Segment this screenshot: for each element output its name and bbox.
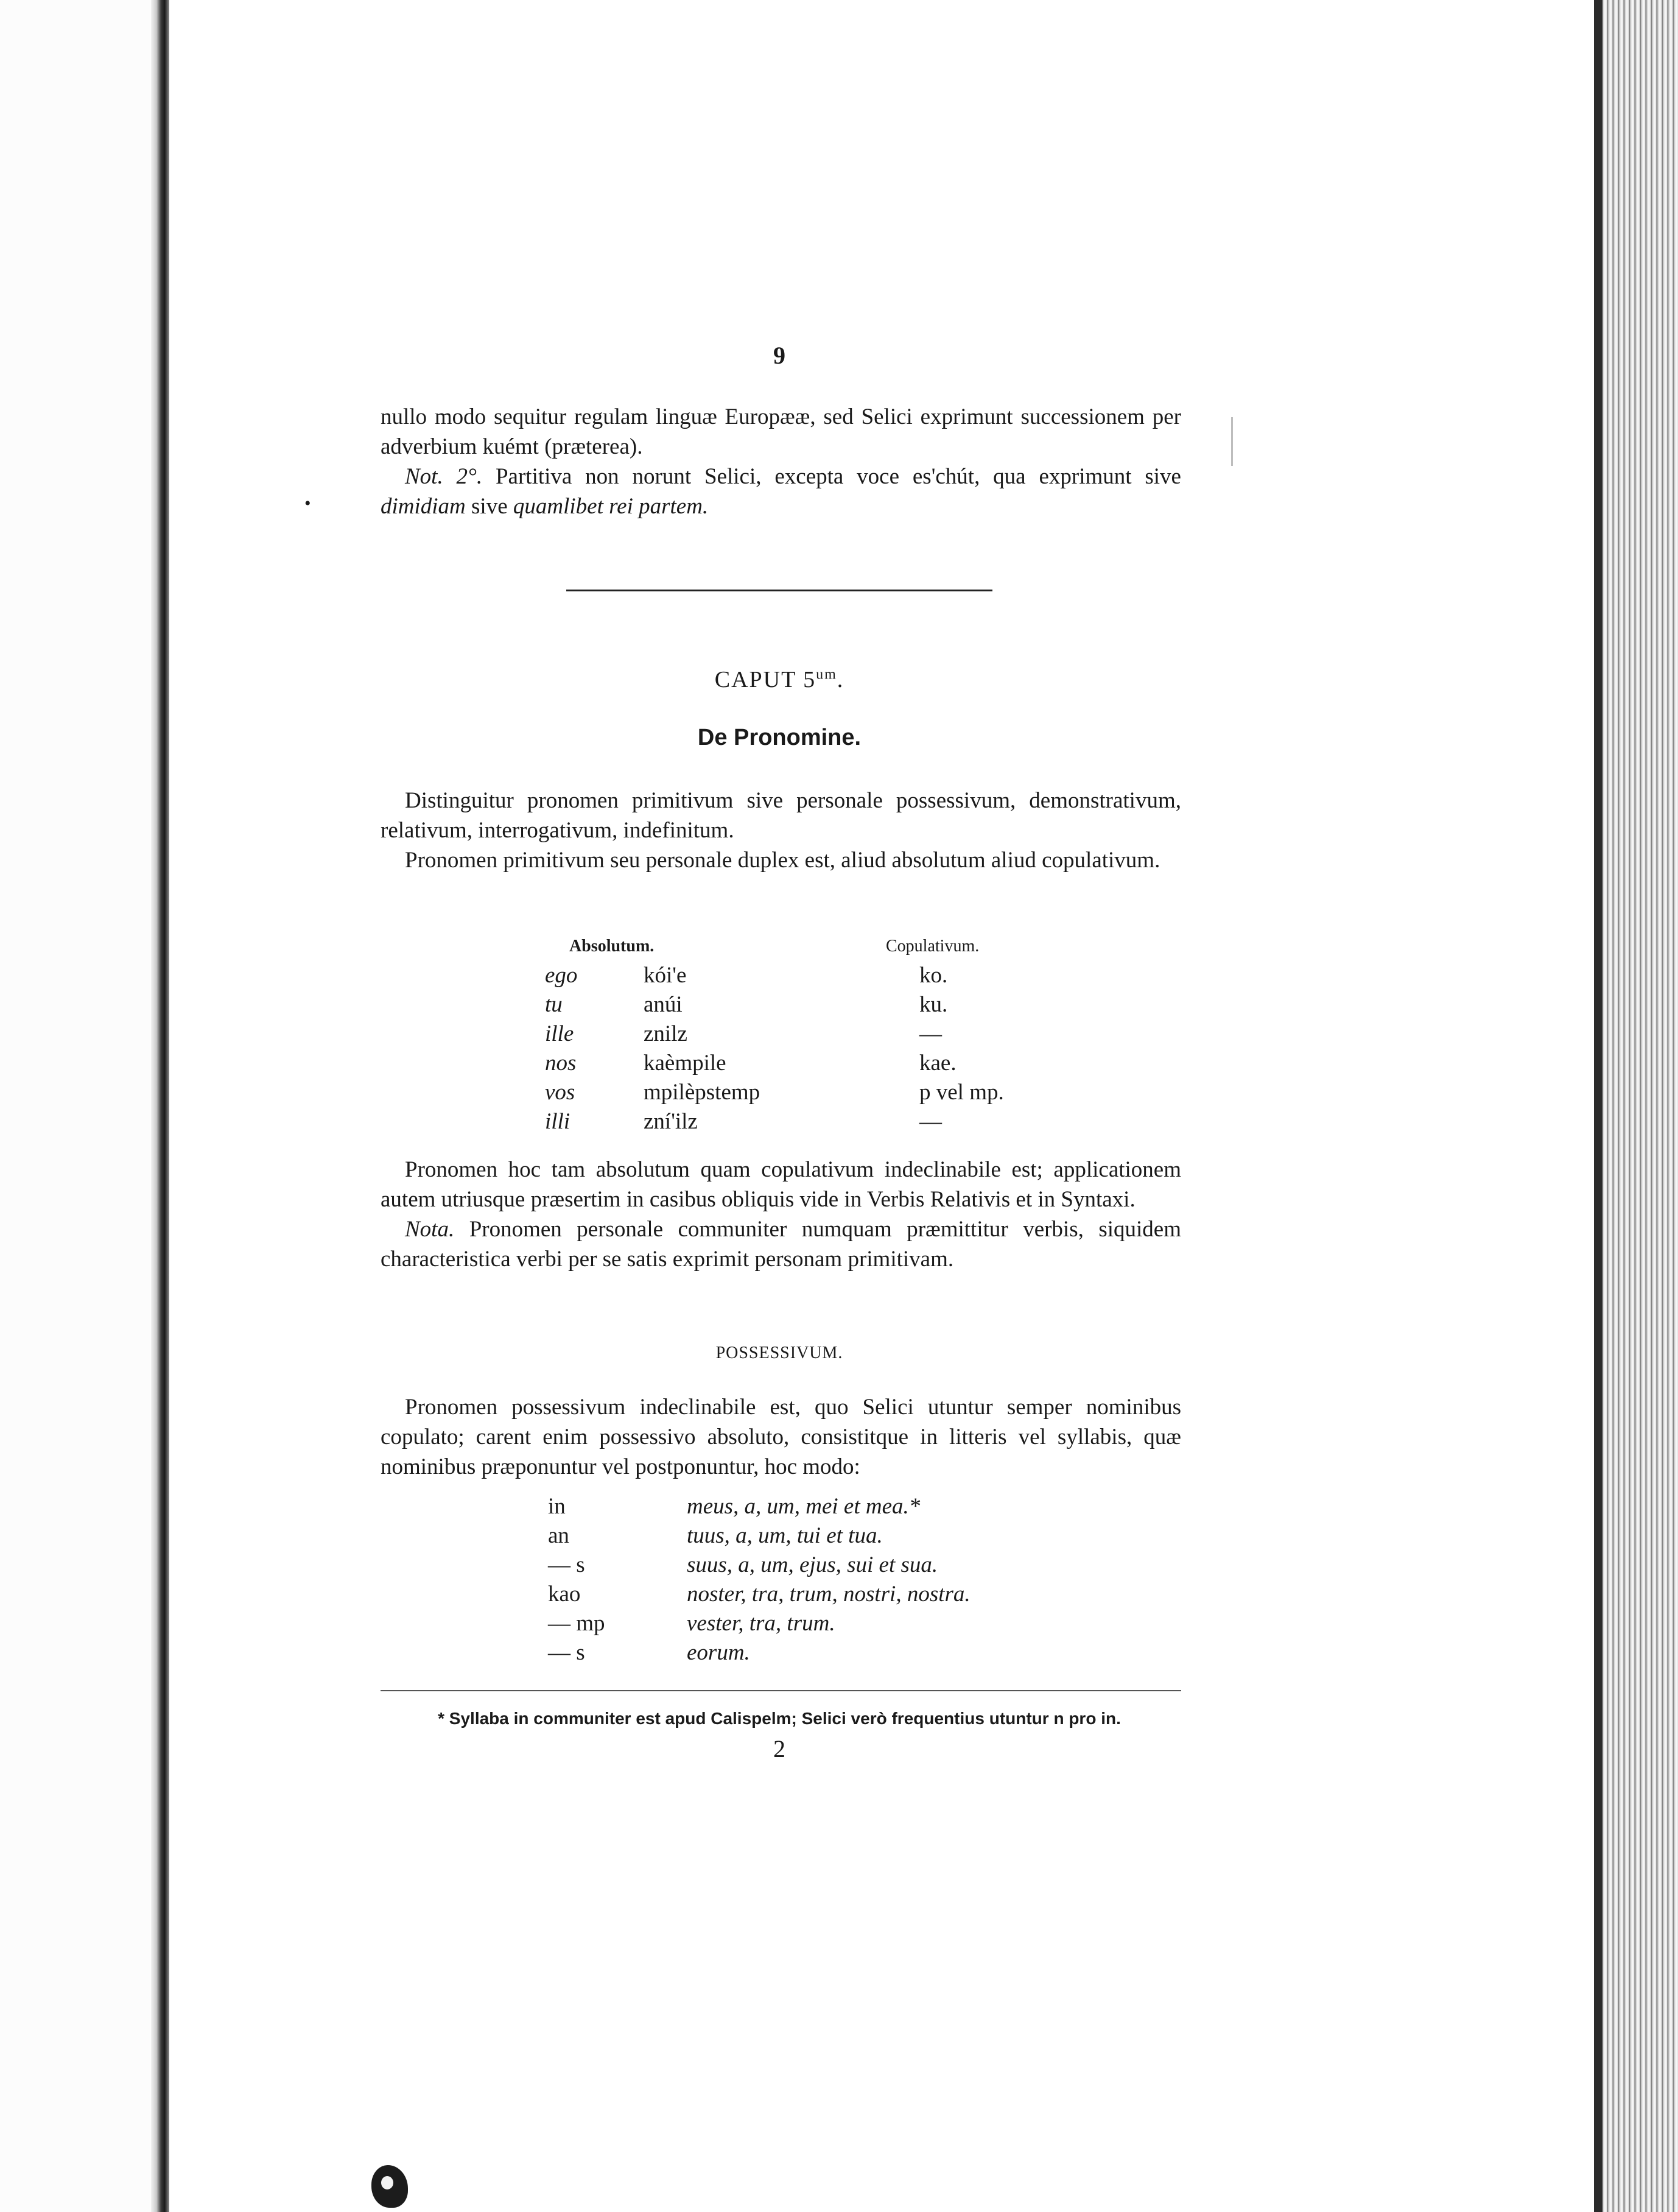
header-absolute: Absolutum. — [569, 937, 655, 956]
ink-blot-mark — [371, 2165, 408, 2208]
intro-paragraph-2: Pronomen primitivum seu personale duplex est, aliud absolutum aliud copulativum. — [405, 848, 1160, 873]
opening-line: nullo modo sequitur regulam linguæ Europææ, sed Selici exprimunt successionem per adverbium kuémt (præterea). — [381, 404, 1181, 459]
nota-label: Nota. — [405, 1217, 455, 1242]
meaning: vester, tra, trum. — [687, 1611, 835, 1636]
meaning: suus, a, um, ejus, sui et sua. — [687, 1552, 938, 1577]
absolute-form: znilz — [644, 1021, 687, 1046]
opening-paragraph — [381, 402, 1181, 521]
scan-margin-left — [0, 0, 151, 2212]
affix: an — [548, 1523, 569, 1548]
latin-pronoun: ego — [545, 963, 578, 988]
nota-text: Pronomen personale communiter numquam præmittitur verbis, siquidem characteristica verbi per se satis exprimit personam primitivam. — [381, 1217, 1181, 1272]
note-emphasis-2: quamlibet rei partem. — [513, 494, 709, 519]
signature-mark: 2 — [773, 1735, 785, 1763]
section-divider — [566, 590, 992, 591]
latin-pronoun: tu — [545, 992, 563, 1017]
chapter-superscript: um — [816, 666, 837, 683]
meaning: noster, tra, trum, nostri, nostra. — [687, 1582, 971, 1607]
intro-paragraph-1: Distinguitur pronomen primitivum sive personale possessivum, demonstrativum, relativum, interrogativum, indefinitum. — [381, 788, 1181, 843]
header-copulative: Copulativum. — [886, 937, 980, 956]
chapter-heading — [0, 666, 1559, 693]
stray-dot-mark: • — [304, 493, 311, 513]
possessive-heading: POSSESSIVUM. — [715, 1344, 843, 1362]
footnote-rule — [381, 1690, 1181, 1691]
note-emphasis-1: dimidiam — [381, 494, 466, 519]
nota-paragraph — [381, 1214, 1181, 1274]
affix: — s — [548, 1640, 585, 1665]
book-page-stack-edge — [1594, 0, 1678, 2212]
note-2-paragraph — [381, 462, 1181, 521]
latin-pronoun: ille — [545, 1021, 574, 1046]
absolute-form: kaèmpile — [644, 1051, 726, 1076]
copulative-form: ko. — [919, 963, 948, 988]
scan-artifact-line — [1231, 417, 1233, 466]
absolute-form: mpilèpstemp — [644, 1080, 760, 1105]
absolute-form: kói'e — [644, 963, 687, 988]
copulative-form: ku. — [919, 992, 948, 1017]
intro-paragraphs — [381, 786, 1181, 875]
latin-pronoun: vos — [545, 1080, 575, 1105]
copulative-form: kae. — [919, 1051, 957, 1076]
copulative-form: p vel mp. — [919, 1080, 1004, 1105]
section-title: De Pronomine. — [697, 725, 862, 750]
footnote: * Syllaba in communiter est apud Calispelm; Selici verò frequentius utuntur n pro in. — [438, 1709, 1121, 1728]
after-table-paragraphs — [381, 1155, 1181, 1274]
affix: — mp — [548, 1611, 605, 1636]
book-gutter-edge — [151, 0, 169, 2212]
affix: kao — [548, 1582, 581, 1607]
affix: in — [548, 1494, 566, 1519]
absolute-form: anúi — [644, 992, 683, 1017]
latin-pronoun: illi — [545, 1109, 570, 1134]
copulative-form: — — [919, 1109, 942, 1134]
book-binding-shadow — [1594, 0, 1603, 2212]
note-mid: sive — [465, 494, 513, 519]
affix: — s — [548, 1552, 585, 1577]
chapter-end: . — [837, 667, 844, 692]
possessive-intro — [381, 1392, 1181, 1482]
latin-pronoun: nos — [545, 1051, 577, 1076]
meaning: meus, a, um, mei et mea.* — [687, 1494, 921, 1519]
page-number: 9 — [773, 342, 785, 369]
copulative-form: — — [919, 1021, 942, 1046]
meaning: eorum. — [687, 1640, 750, 1665]
usage-paragraph: Pronomen hoc tam absolutum quam copulativum indeclinabile est; applicationem autem utriusque præsertim in casibus obliquis vide in Verbis Relativis et in Syntaxi. — [381, 1157, 1181, 1212]
absolute-form: zní'ilz — [644, 1109, 698, 1134]
note-text: Partitiva non norunt Selici, excepta voce es'chút, qua exprimunt sive — [482, 464, 1181, 489]
note-label: Not. 2°. — [405, 464, 483, 489]
possessive-intro-text: Pronomen possessivum indeclinabile est, quo Selici utuntur semper nominibus copulato; carent enim possessivo absoluto, consistitque in litteris vel syllabis, quæ nominibus præponuntur vel postponuntur, hoc modo: — [381, 1395, 1181, 1479]
chapter-label: CAPUT 5 — [714, 667, 816, 692]
meaning: tuus, a, um, tui et tua. — [687, 1523, 883, 1548]
